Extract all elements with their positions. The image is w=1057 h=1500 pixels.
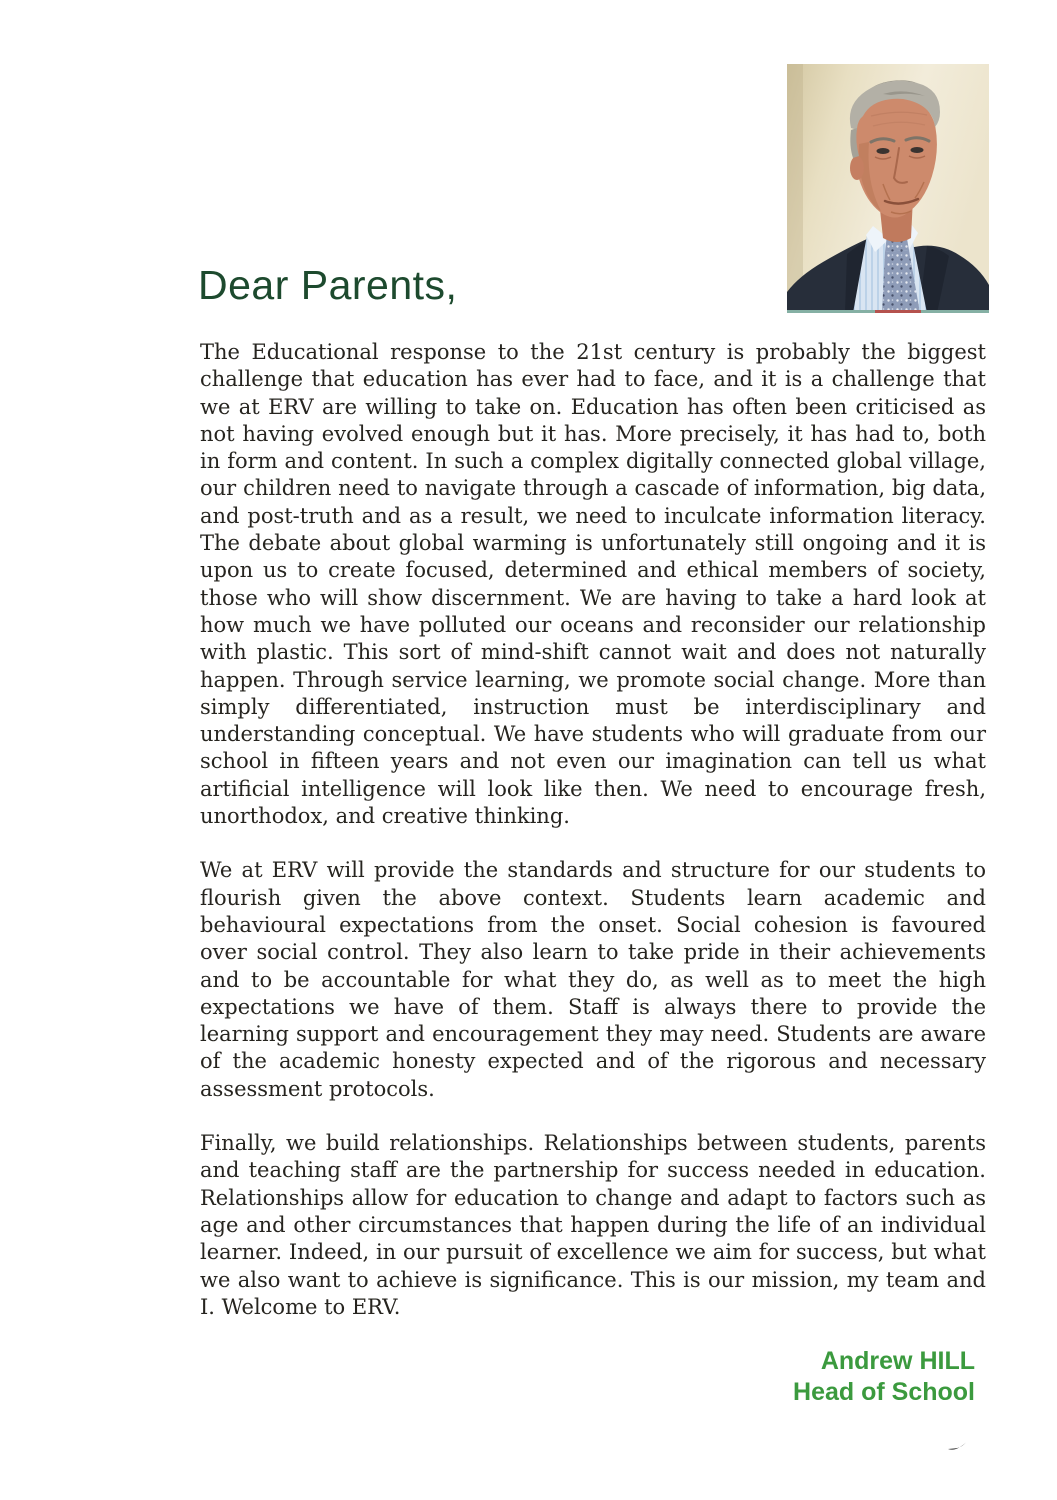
signature-title: Head of School <box>793 1378 975 1406</box>
letter-body <box>200 339 986 1348</box>
letter-paragraph-3: Finally, we build relationships. Relationships between students, parents and teaching staff are the partnership for success needed in education. Relationships allow for education to change and adapt to factors such as age and other circumstances that happen during the life of an individual learner. Indeed, in our pursuit of excellence we aim for success, but what we also want to achieve is significance. This is our mission, my team and I. Welcome to ERV. <box>200 1131 986 1319</box>
portrait-illustration <box>787 64 989 313</box>
stray-ink-mark-icon <box>946 1438 970 1454</box>
letter-paragraph-2: We at ERV will provide the standards and structure for our students to flourish given the above context. Students learn academic and behavioural expectations from the onset. Social cohesion is favoured over social control. They also learn to take pride in their achievements and to be accountable for what they do, as well as to meet the high expectations we have of them. Staff is always there to provide the learning support and encouragement they may need. Students are aware of the academic honesty expected and of the rigorous and necessary assessment protocols. <box>200 858 986 1101</box>
letter-heading: Dear Parents, <box>198 262 458 308</box>
letter-paragraph-1: The Educational response to the 21st century is probably the biggest challenge that education has ever had to face, and it is a challenge that we at ERV are willing to take on. Education has often been criticised as not having evolved enough but it has. More precisely, it has had to, both in form and content. In such a complex digitally connected global village, our children need to navigate through a cascade of information, big data, and post-truth and as a result, we need to inculcate information literacy. The debate about global warming is unfortunately still ongoing and it is upon us to create focused, determined and ethical members of society, those who will show discernment. We are having to take a hard look at how much we have polluted our oceans and reconsider our relationship with plastic. This sort of mind-shift cannot wait and does not naturally happen. Through service learning, we promote social change. More than simply differentiated, instruction must be interdisciplinary and understanding conceptual. We have students who will graduate from our school in fifteen years and not even our imagination can tell us what artificial intelligence will look like then. We need to encourage fresh, unorthodox, and creative thinking. <box>200 340 986 829</box>
signature-name: Andrew HILL <box>820 1347 975 1375</box>
signature-block <box>793 1346 975 1408</box>
head-of-school-photo <box>787 64 989 313</box>
